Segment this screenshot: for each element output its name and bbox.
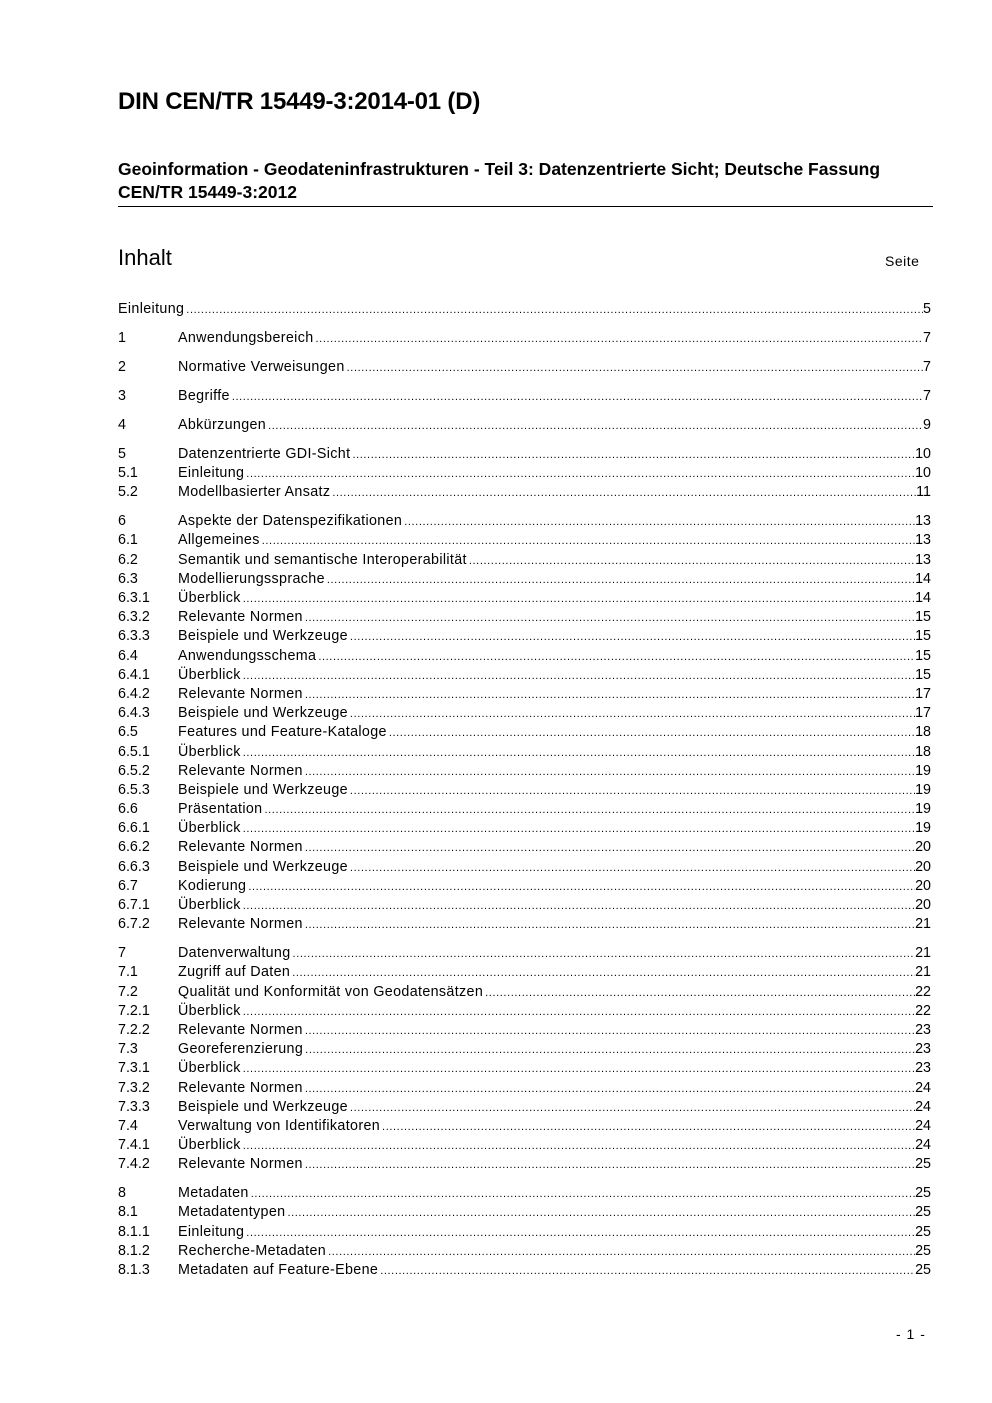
toc-entry-title: Überblick xyxy=(178,820,241,837)
toc-entry-line xyxy=(178,1242,931,1262)
toc-entry[interactable] xyxy=(118,858,931,877)
toc-entry-line xyxy=(178,723,931,743)
toc-entry-number: 5 xyxy=(118,445,126,462)
toc-entry-line xyxy=(178,329,931,349)
toc-entry[interactable] xyxy=(118,1184,931,1203)
toc-entry-page: 23 xyxy=(915,1041,931,1058)
toc-entry[interactable] xyxy=(118,1059,931,1078)
toc-entry-line xyxy=(118,300,931,320)
toc-entry-number: 6.6.2 xyxy=(118,839,150,856)
toc-entry-number: 6.6 xyxy=(118,801,138,818)
toc-entry-line xyxy=(178,551,931,571)
document-subtitle: Geoinformation - Geodateninfrastrukturen - Teil 3: Datenzentrierte Sicht; Deutsche Fassung CEN/TR 15449-3:2012 xyxy=(118,158,933,207)
toc-entry-title: Überblick xyxy=(178,897,241,914)
toc-entry[interactable] xyxy=(118,1136,931,1155)
toc-entry-page: 13 xyxy=(915,532,931,549)
toc-entry-line xyxy=(178,838,931,858)
toc-entry[interactable] xyxy=(118,627,931,646)
toc-entry-number: 6.2 xyxy=(118,551,138,568)
dot-leader xyxy=(305,1022,915,1041)
toc-entry-title: Modellierungssprache xyxy=(178,570,325,587)
dot-leader xyxy=(305,839,915,858)
toc-entry[interactable] xyxy=(118,1002,931,1021)
toc-entry-title: Überblick xyxy=(178,666,241,683)
dot-leader xyxy=(305,609,915,628)
toc-entry[interactable] xyxy=(118,963,931,982)
toc-entry-number: 6.6.1 xyxy=(118,820,150,837)
dot-leader xyxy=(352,446,915,465)
toc-entry[interactable] xyxy=(118,1021,931,1040)
page-number: - 1 - xyxy=(896,1326,926,1342)
toc-entry-page: 19 xyxy=(915,801,931,818)
toc-entry-page: 21 xyxy=(915,945,931,962)
toc-entry-number: 6.4.1 xyxy=(118,666,150,683)
toc-entry-line xyxy=(178,666,931,686)
toc-entry-title: Aspekte der Datenspezifikationen xyxy=(178,513,403,530)
toc-entry-number: 5.2 xyxy=(118,484,138,501)
toc-entry-line xyxy=(178,1155,931,1175)
toc-entry-page: 22 xyxy=(915,983,931,1000)
toc-entry-title: Normative Verweisungen xyxy=(178,358,345,375)
toc-entry-page: 15 xyxy=(915,647,931,664)
toc-entry-line xyxy=(178,1117,931,1137)
toc-entry-number: 7.4 xyxy=(118,1117,138,1134)
toc-entry-title: Beispiele und Werkzeuge xyxy=(178,781,348,798)
toc-entry-title: Überblick xyxy=(178,590,241,607)
toc-entry-title: Georeferenzierung xyxy=(178,1041,304,1058)
toc-entry[interactable] xyxy=(118,358,931,377)
toc-entry-page: 23 xyxy=(915,1060,931,1077)
dot-leader xyxy=(243,667,915,686)
toc-entry-number: 6.1 xyxy=(118,532,138,549)
toc-entry-number: 7.3.1 xyxy=(118,1060,150,1077)
toc-entry-title: Relevante Normen xyxy=(178,685,303,702)
dot-leader xyxy=(186,301,923,320)
toc-entry[interactable] xyxy=(118,781,931,800)
toc-entry[interactable] xyxy=(118,800,931,819)
toc-entry-line xyxy=(178,685,931,705)
table-of-contents xyxy=(118,300,931,1280)
toc-entry-title: Relevante Normen xyxy=(178,916,303,933)
toc-entry-title: Metadaten xyxy=(178,1185,249,1202)
toc-entry[interactable] xyxy=(118,300,931,319)
dot-leader xyxy=(305,1041,915,1060)
toc-entry-line xyxy=(178,800,931,820)
dot-leader xyxy=(350,859,915,878)
toc-entry-number: 6.5.3 xyxy=(118,781,150,798)
toc-entry-number: 6.4.3 xyxy=(118,705,150,722)
toc-entry-page: 7 xyxy=(923,329,931,346)
dot-leader xyxy=(328,1243,915,1262)
toc-entry-line xyxy=(178,963,931,983)
toc-entry-title: Überblick xyxy=(178,1137,241,1154)
toc-entry-number: 6.7.1 xyxy=(118,897,150,914)
toc-entry-title: Datenzentrierte GDI-Sicht xyxy=(178,445,351,462)
toc-entry[interactable] xyxy=(118,723,931,742)
toc-entry-number: 7.4.2 xyxy=(118,1156,150,1173)
toc-entry-title: Modellbasierter Ansatz xyxy=(178,484,331,501)
toc-entry-title: Metadatentypen xyxy=(178,1204,286,1221)
toc-entry-line xyxy=(178,464,931,484)
toc-entry[interactable] xyxy=(118,666,931,685)
dot-leader xyxy=(318,648,915,667)
dot-leader xyxy=(292,964,915,983)
toc-entry-page: 14 xyxy=(915,590,931,607)
toc-entry-title: Präsentation xyxy=(178,801,263,818)
toc-entry-number: 7.2.2 xyxy=(118,1021,150,1038)
toc-entry-page: 13 xyxy=(915,551,931,568)
toc-entry-title: Beispiele und Werkzeuge xyxy=(178,705,348,722)
toc-entry-number: 8.1.1 xyxy=(118,1223,150,1240)
toc-entry-number: 5.1 xyxy=(118,465,138,482)
toc-entry-page: 20 xyxy=(915,897,931,914)
toc-entry-line xyxy=(178,445,931,465)
toc-entry[interactable] xyxy=(118,483,931,502)
toc-entry-title: Relevante Normen xyxy=(178,1021,303,1038)
toc-entry[interactable] xyxy=(118,570,931,589)
toc-entry-line xyxy=(178,1261,931,1281)
toc-entry-number: 7.2 xyxy=(118,983,138,1000)
toc-entry[interactable] xyxy=(118,1242,931,1261)
toc-entry-line xyxy=(178,944,931,964)
toc-entry-line xyxy=(178,762,931,782)
dot-leader xyxy=(332,484,916,503)
toc-entry-line xyxy=(178,416,931,436)
toc-entry-title: Relevante Normen xyxy=(178,1079,303,1096)
toc-entry-title: Recherche-Metadaten xyxy=(178,1242,327,1259)
dot-leader xyxy=(243,744,915,763)
toc-entry-number: 7.3 xyxy=(118,1041,138,1058)
dot-leader xyxy=(316,330,924,349)
toc-entry-line xyxy=(178,1098,931,1118)
toc-entry[interactable] xyxy=(118,1117,931,1136)
toc-entry[interactable] xyxy=(118,983,931,1002)
toc-entry-title: Features und Feature-Kataloge xyxy=(178,724,387,741)
dot-leader xyxy=(469,552,915,571)
toc-entry-number: 6.6.3 xyxy=(118,858,150,875)
toc-entry-line xyxy=(178,877,931,897)
toc-entry-number: 6.5 xyxy=(118,724,138,741)
dot-leader xyxy=(251,1185,915,1204)
dot-leader xyxy=(243,1003,915,1022)
toc-entry-page: 14 xyxy=(915,570,931,587)
toc-entry-title: Überblick xyxy=(178,1060,241,1077)
toc-entry-title: Begriffe xyxy=(178,387,230,404)
toc-entry-page: 13 xyxy=(915,513,931,530)
toc-entry[interactable] xyxy=(118,838,931,857)
toc-entry-page: 7 xyxy=(923,358,931,375)
toc-entry-line xyxy=(178,896,931,916)
toc-entry-number: 8.1.2 xyxy=(118,1242,150,1259)
toc-entry[interactable] xyxy=(118,531,931,550)
toc-entry-page: 24 xyxy=(915,1117,931,1134)
toc-entry-line xyxy=(178,819,931,839)
toc-entry-page: 20 xyxy=(915,839,931,856)
toc-entry-number: 7 xyxy=(118,945,126,962)
toc-entry-line xyxy=(178,915,931,935)
toc-entry-page: 18 xyxy=(915,724,931,741)
toc-entry-title: Relevante Normen xyxy=(178,1156,303,1173)
toc-entry-page: 25 xyxy=(915,1156,931,1173)
toc-entry-title: Zugriff auf Daten xyxy=(178,964,291,981)
dot-leader xyxy=(305,686,915,705)
toc-entry-line xyxy=(178,781,931,801)
toc-entry-page: 7 xyxy=(923,387,931,404)
toc-entry-title: Anwendungsschema xyxy=(178,647,317,664)
toc-entry-number: 8.1 xyxy=(118,1204,138,1221)
toc-entry-line xyxy=(178,704,931,724)
toc-entry-page: 25 xyxy=(915,1204,931,1221)
toc-entry-title: Abkürzungen xyxy=(178,416,267,433)
toc-entry-title: Semantik und semantische Interoperabilität xyxy=(178,551,467,568)
toc-entry[interactable] xyxy=(118,1098,931,1117)
toc-entry-line xyxy=(178,1203,931,1223)
toc-entry[interactable] xyxy=(118,685,931,704)
toc-entry-number: 6.7.2 xyxy=(118,916,150,933)
toc-entry[interactable] xyxy=(118,1223,931,1242)
toc-entry-number: 3 xyxy=(118,387,126,404)
toc-entry-title: Allgemeines xyxy=(178,532,260,549)
toc-entry-page: 9 xyxy=(923,416,931,433)
document-title: DIN CEN/TR 15449-3:2014-01 (D) xyxy=(118,88,481,115)
toc-entry[interactable] xyxy=(118,1040,931,1059)
toc-entry-title: Relevante Normen xyxy=(178,762,303,779)
dot-leader xyxy=(350,1099,915,1118)
dot-leader xyxy=(389,724,915,743)
toc-entry-number: 6 xyxy=(118,513,126,530)
toc-entry-line xyxy=(178,1021,931,1041)
toc-entry-number: 7.4.1 xyxy=(118,1137,150,1154)
toc-entry-line xyxy=(178,1136,931,1156)
toc-entry-number: 1 xyxy=(118,329,126,346)
dot-leader xyxy=(232,388,923,407)
toc-entry-title: Relevante Normen xyxy=(178,839,303,856)
dot-leader xyxy=(243,820,915,839)
toc-entry-number: 7.3.3 xyxy=(118,1098,150,1115)
toc-entry-page: 23 xyxy=(915,1021,931,1038)
toc-entry-number: 6.5.2 xyxy=(118,762,150,779)
toc-entry-line xyxy=(178,1223,931,1243)
dot-leader xyxy=(305,916,915,935)
toc-entry[interactable] xyxy=(118,464,931,483)
toc-entry-page: 15 xyxy=(915,666,931,683)
dot-leader xyxy=(347,359,923,378)
toc-entry-line xyxy=(178,608,931,628)
dot-leader xyxy=(305,1080,915,1099)
toc-entry-line xyxy=(178,647,931,667)
toc-entry-page: 20 xyxy=(915,858,931,875)
toc-entry[interactable] xyxy=(118,1203,931,1222)
toc-entry[interactable] xyxy=(118,608,931,627)
toc-entry-page: 24 xyxy=(915,1079,931,1096)
toc-entry-title: Relevante Normen xyxy=(178,609,303,626)
toc-entry-page: 19 xyxy=(915,820,931,837)
dot-leader xyxy=(293,945,916,964)
toc-entry-title: Einleitung xyxy=(178,465,245,482)
toc-entry-page: 21 xyxy=(915,916,931,933)
toc-entry[interactable] xyxy=(118,915,931,934)
dot-leader xyxy=(485,984,915,1003)
dot-leader xyxy=(268,417,923,436)
toc-entry-number: 6.5.1 xyxy=(118,743,150,760)
toc-entry-title: Einleitung xyxy=(178,1223,245,1240)
dot-leader xyxy=(382,1118,915,1137)
toc-entry[interactable] xyxy=(118,896,931,915)
toc-entry-title: Überblick xyxy=(178,743,241,760)
toc-entry-line xyxy=(178,1059,931,1079)
toc-entry-page: 11 xyxy=(916,484,931,501)
dot-leader xyxy=(243,1060,915,1079)
dot-leader xyxy=(327,571,915,590)
dot-leader xyxy=(243,1137,915,1156)
toc-entry-page: 24 xyxy=(915,1137,931,1154)
toc-entry[interactable] xyxy=(118,387,931,406)
toc-entry-line xyxy=(178,387,931,407)
toc-entry[interactable] xyxy=(118,589,931,608)
dot-leader xyxy=(287,1204,915,1223)
toc-entry-line xyxy=(178,1002,931,1022)
dot-leader xyxy=(246,465,915,484)
toc-entry[interactable] xyxy=(118,877,931,896)
toc-entry-page: 18 xyxy=(915,743,931,760)
toc-entry-number: 7.3.2 xyxy=(118,1079,150,1096)
toc-entry-number: 6.7 xyxy=(118,877,138,894)
toc-entry-number: 6.3.2 xyxy=(118,609,150,626)
dot-leader xyxy=(264,801,915,820)
toc-entry-number: 6.3.3 xyxy=(118,628,150,645)
toc-entry-number: 6.3.1 xyxy=(118,590,150,607)
toc-entry-page: 19 xyxy=(915,762,931,779)
toc-entry-number: 6.3 xyxy=(118,570,138,587)
toc-entry[interactable] xyxy=(118,416,931,435)
dot-leader xyxy=(305,1156,915,1175)
toc-entry-title: Beispiele und Werkzeuge xyxy=(178,628,348,645)
toc-entry[interactable] xyxy=(118,1079,931,1098)
toc-entry-number: 6.4 xyxy=(118,647,138,664)
toc-entry-line xyxy=(178,570,931,590)
toc-entry-page: 22 xyxy=(915,1002,931,1019)
toc-entry-page: 25 xyxy=(915,1223,931,1240)
contents-heading: Inhalt xyxy=(118,245,172,270)
toc-entry-page: 19 xyxy=(915,781,931,798)
toc-entry-number: 7.1 xyxy=(118,964,138,981)
dot-leader xyxy=(248,878,915,897)
dot-leader xyxy=(350,782,915,801)
dot-leader xyxy=(350,705,915,724)
toc-entry-number: 7.2.1 xyxy=(118,1002,150,1019)
toc-entry[interactable] xyxy=(118,743,931,762)
toc-entry[interactable] xyxy=(118,762,931,781)
toc-entry[interactable] xyxy=(118,512,931,531)
toc-entry-page: 10 xyxy=(915,465,931,482)
toc-entry-title: Überblick xyxy=(178,1002,241,1019)
toc-entry-page: 25 xyxy=(915,1242,931,1259)
toc-entry-page: 21 xyxy=(915,964,931,981)
toc-entry-page: 25 xyxy=(915,1262,931,1278)
dot-leader xyxy=(246,1224,915,1243)
toc-entry-page: 10 xyxy=(915,445,931,462)
toc-entry-page: 5 xyxy=(923,301,931,317)
toc-entry-page: 15 xyxy=(915,628,931,645)
toc-entry-number: 8.1.3 xyxy=(118,1262,150,1278)
toc-entry-title: Anwendungsbereich xyxy=(178,329,314,346)
toc-entry-line xyxy=(178,858,931,878)
toc-entry[interactable] xyxy=(118,551,931,570)
toc-entry[interactable] xyxy=(118,1261,931,1280)
toc-entry[interactable] xyxy=(118,329,931,348)
toc-entry-line xyxy=(178,1079,931,1099)
toc-entry-number: 6.4.2 xyxy=(118,685,150,702)
toc-entry[interactable] xyxy=(118,819,931,838)
toc-entry-title: Qualität und Konformität von Geodatensätzen xyxy=(178,983,484,1000)
toc-entry-line xyxy=(178,483,931,503)
toc-entry[interactable] xyxy=(118,445,931,464)
toc-entry-line xyxy=(178,1040,931,1060)
page-column-label: Seite xyxy=(885,253,920,269)
toc-entry-title: Einleitung xyxy=(118,301,185,317)
toc-entry-line xyxy=(178,983,931,1003)
toc-entry-line xyxy=(178,743,931,763)
dot-leader xyxy=(243,897,915,916)
toc-entry-page: 25 xyxy=(915,1185,931,1202)
toc-entry-line xyxy=(178,589,931,609)
toc-entry-title: Beispiele und Werkzeuge xyxy=(178,858,348,875)
dot-leader xyxy=(380,1262,915,1281)
toc-entry-page: 20 xyxy=(915,877,931,894)
dot-leader xyxy=(243,590,915,609)
toc-entry-title: Kodierung xyxy=(178,877,247,894)
toc-entry-title: Datenverwaltung xyxy=(178,945,291,962)
dot-leader xyxy=(305,763,915,782)
dot-leader xyxy=(404,513,915,532)
toc-entry-line xyxy=(178,531,931,551)
toc-entry-line xyxy=(178,358,931,378)
toc-entry-number: 4 xyxy=(118,416,126,433)
toc-entry[interactable] xyxy=(118,704,931,723)
dot-leader xyxy=(350,628,915,647)
toc-entry[interactable] xyxy=(118,647,931,666)
toc-entry-line xyxy=(178,512,931,532)
toc-entry-line xyxy=(178,627,931,647)
toc-entry-title: Metadaten auf Feature-Ebene xyxy=(178,1262,379,1278)
toc-entry-title: Beispiele und Werkzeuge xyxy=(178,1098,348,1115)
toc-entry-title: Verwaltung von Identifikatoren xyxy=(178,1117,381,1134)
toc-entry[interactable] xyxy=(118,1155,931,1174)
toc-entry-page: 17 xyxy=(915,685,931,702)
toc-entry-page: 15 xyxy=(915,609,931,626)
toc-entry[interactable] xyxy=(118,944,931,963)
toc-entry-line xyxy=(178,1184,931,1204)
toc-entry-number: 8 xyxy=(118,1185,126,1202)
toc-entry-page: 24 xyxy=(915,1098,931,1115)
dot-leader xyxy=(262,532,915,551)
toc-entry-page: 17 xyxy=(915,705,931,722)
toc-entry-number: 2 xyxy=(118,358,126,375)
